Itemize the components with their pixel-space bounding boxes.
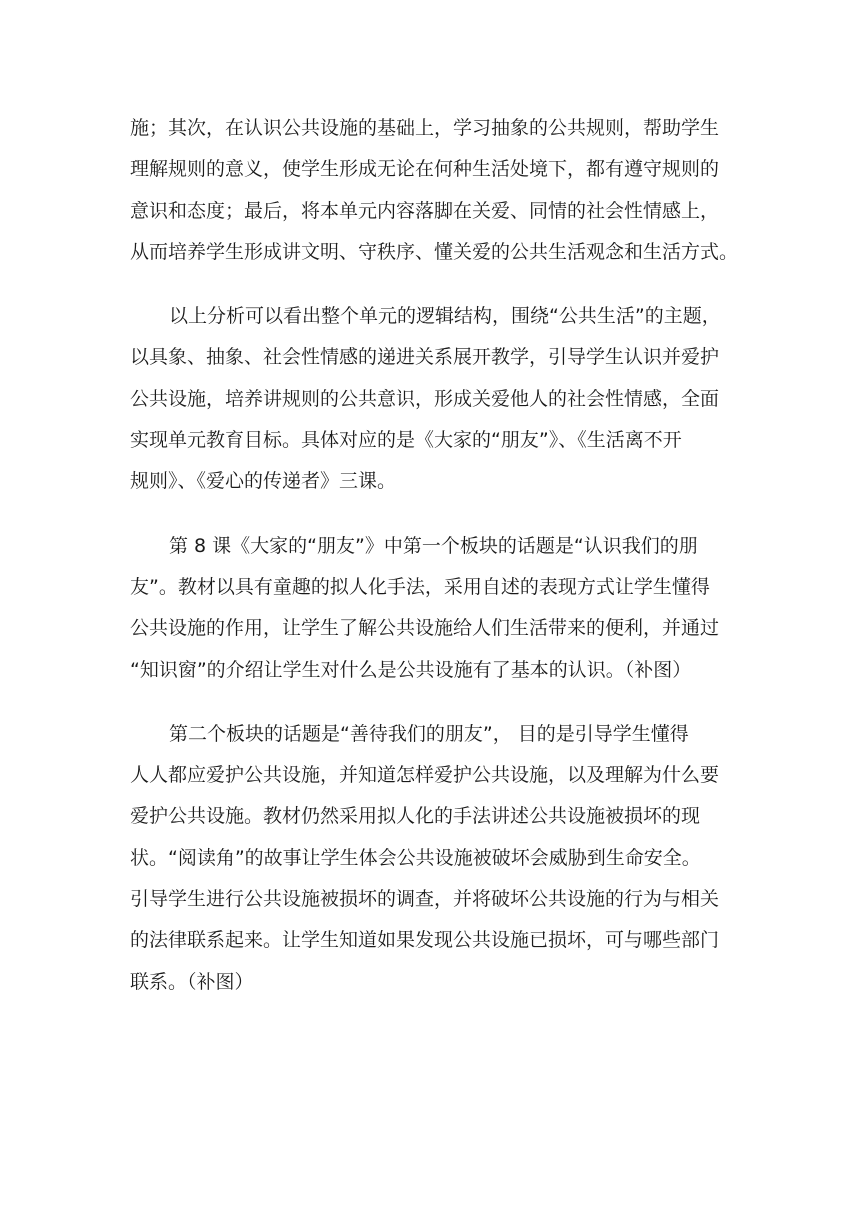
paragraph-line: 人人都应爱护公共设施，并知道怎样爱护公共设施，以及理解为什么要 — [130, 764, 720, 787]
paragraph-line: 第二个板块的话题是“善待我们的朋友”， 目的是引导学生懂得 — [169, 722, 689, 745]
paragraph-line: 爱护公共设施。教材仍然采用拟人化的手法讲述公共设施被损坏的现 — [130, 805, 701, 828]
paragraph-line: 第 8 课《大家的“朋友”》中第一个板块的话题是“认识我们的朋 — [169, 534, 698, 557]
paragraph-1 — [130, 108, 739, 273]
paragraph-2 — [130, 296, 730, 502]
paragraph-line: 引导学生进行公共设施被损坏的调查，并将破坏公共设施的行为与相关 — [130, 888, 720, 911]
paragraph-4 — [130, 714, 730, 1003]
paragraph-3 — [130, 526, 730, 691]
paragraph-line: 公共设施的作用，让学生了解公共设施给人们生活带来的便利，并通过 — [130, 617, 720, 640]
paragraph-line: 意识和态度；最后，将本单元内容落脚在关爱、同情的社会性情感上， — [130, 199, 720, 222]
paragraph-line: 公共设施，培养讲规则的公共意识，形成关爱他人的社会性情感，全面 — [130, 387, 720, 410]
paragraph-line: 联系。（补图） — [130, 970, 254, 993]
paragraph-line: 理解规则的意义，使学生形成无论在何种生活处境下，都有遵守规则的 — [130, 158, 720, 181]
document-page — [130, 108, 739, 1026]
paragraph-line: 以具象、抽象、社会性情感的递进关系展开教学，引导学生认识并爱护 — [130, 346, 720, 369]
paragraph-line: 的法律联系起来。让学生知道如果发现公共设施已损坏，可与哪些部门 — [130, 929, 720, 952]
paragraph-line: 实现单元教育目标。具体对应的是《大家的“朋友”》、《生活离不开 — [130, 429, 682, 452]
paragraph-line: “知识窗”的介绍让学生对什么是公共设施有了基本的认识。（补图） — [130, 658, 692, 681]
paragraph-line: 以上分析可以看出整个单元的逻辑结构，围绕“公共生活”的主题， — [169, 305, 721, 328]
paragraph-line: 施；其次，在认识公共设施的基础上，学习抽象的公共规则，帮助学生 — [130, 117, 720, 139]
paragraph-line: 友”。教材以具有童趣的拟人化手法，采用自述的表现方式让学生懂得 — [130, 575, 710, 598]
paragraph-line: 规则》、《爱心的传递者》三课。 — [130, 470, 397, 493]
paragraph-line: 状。“阅读角”的故事让学生体会公共设施被破坏会威胁到生命安全。 — [130, 846, 701, 869]
paragraph-line: 从而培养学生形成讲文明、守秩序、懂关爱的公共生活观念和生活方式。 — [130, 240, 739, 263]
